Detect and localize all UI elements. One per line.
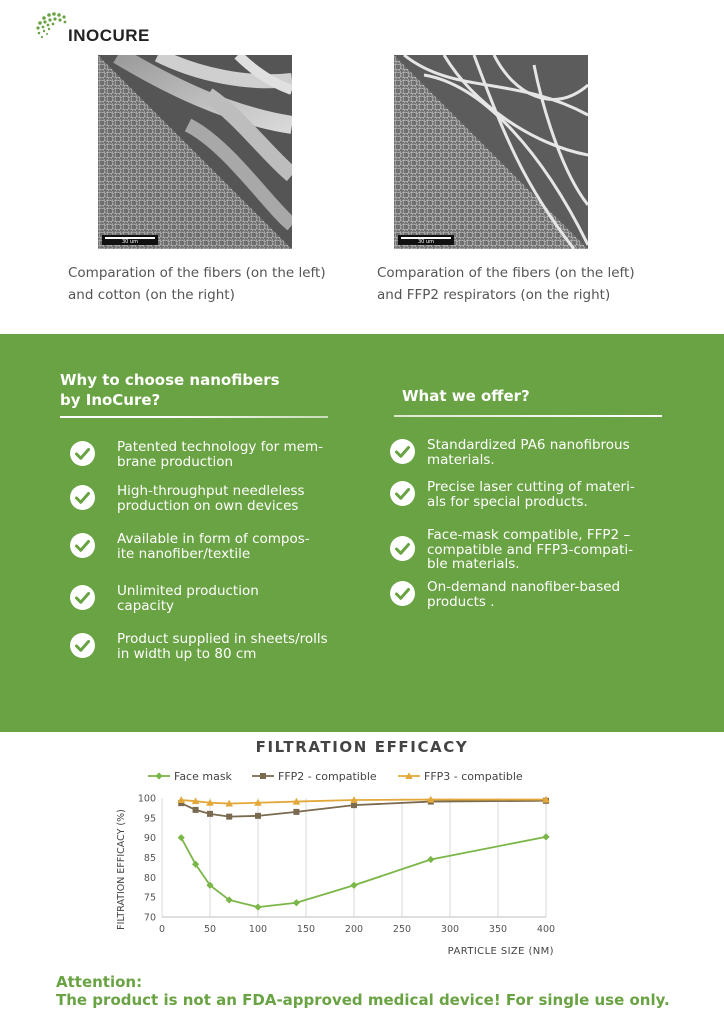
check-icon	[70, 633, 95, 658]
feature-item: On-demand nanofiber-based products .	[427, 579, 621, 610]
check-icon	[70, 585, 95, 610]
x-tick-label: 250	[392, 924, 412, 935]
inocure-logo	[34, 10, 174, 44]
data-point	[207, 811, 213, 817]
check-icon	[70, 533, 95, 558]
x-axis-label: PARTICLE SIZE (NM)	[447, 946, 554, 957]
check-icon	[390, 481, 415, 506]
y-tick-label: 75	[143, 892, 156, 904]
why-underline	[60, 416, 328, 418]
micrograph-ffp2	[394, 55, 588, 249]
scale-bar: 30 um	[102, 235, 158, 245]
data-point	[293, 899, 300, 906]
y-tick-label: 80	[143, 872, 156, 884]
x-tick-label: 400	[536, 924, 556, 935]
y-tick-label: 85	[143, 853, 156, 864]
feature-item: Standardized PA6 nanofibrous materials.	[427, 437, 630, 468]
x-tick-label: 0	[158, 924, 166, 935]
data-point	[293, 809, 299, 815]
x-tick-label: 100	[248, 924, 268, 935]
data-point	[542, 833, 549, 840]
feature-item: Available in form of compos- ite nanofiber/textile	[117, 531, 310, 562]
features-band	[0, 334, 724, 732]
data-point	[427, 856, 434, 863]
why-heading: Why to choose nanofibers by InoCure?	[60, 371, 280, 409]
legend-label: FFP3 - compatible	[424, 770, 523, 783]
feature-item: Face-mask compatible, FFP2 – compatible and FFP3-compati- ble materials.	[427, 527, 634, 572]
data-point	[226, 814, 232, 820]
check-icon	[390, 439, 415, 464]
data-point	[178, 834, 185, 841]
filtration-chart	[0, 760, 724, 965]
legend-marker	[260, 773, 266, 779]
feature-item: Precise laser cutting of materi- als for special products.	[427, 479, 635, 510]
x-tick-label: 300	[440, 924, 460, 935]
micrograph-cotton	[98, 55, 292, 249]
offer-underline	[394, 415, 662, 417]
data-point	[255, 813, 261, 819]
feature-item: Product supplied in sheets/rolls in width up to 80 cm	[117, 631, 328, 662]
y-tick-label: 100	[137, 793, 156, 805]
x-tick-label: 150	[296, 924, 316, 935]
scale-bar: 30 um	[398, 235, 454, 245]
feature-item: High-throughput needleless production on own devices	[117, 483, 305, 514]
y-tick-label: 70	[143, 912, 156, 924]
attention-text: The product is not an FDA-approved medical device! For single use only.	[56, 991, 670, 1009]
caption-cotton: Comparation of the fibers (on the left) and cotton (on the right)	[68, 265, 326, 303]
data-point	[350, 882, 357, 889]
y-tick-label: 90	[143, 833, 156, 845]
legend-marker	[155, 772, 162, 779]
data-point	[193, 807, 199, 813]
data-point	[254, 903, 261, 910]
x-tick-label: 200	[344, 924, 364, 935]
offer-heading: What we offer?	[402, 387, 530, 405]
attention-title: Attention:	[56, 973, 143, 991]
feature-item: Patented technology for mem- brane production	[117, 439, 324, 470]
x-tick-label: 350	[488, 924, 508, 935]
check-icon	[70, 485, 95, 510]
check-icon	[390, 536, 415, 561]
brand-name: INOCURE	[68, 26, 150, 45]
y-axis-label: FILTRATION EFFICACY (%)	[116, 809, 127, 930]
series-line	[181, 837, 546, 907]
legend-label: Face mask	[174, 770, 232, 783]
check-icon	[390, 581, 415, 606]
x-tick-label: 50	[203, 924, 217, 935]
caption-ffp2: Comparation of the fibers (on the left) and FFP2 respirators (on the right)	[377, 265, 635, 303]
legend-label: FFP2 - compatible	[278, 770, 377, 783]
feature-item: Unlimited production capacity	[117, 583, 259, 614]
data-point	[351, 802, 357, 808]
check-icon	[70, 441, 95, 466]
y-tick-label: 95	[143, 813, 156, 825]
chart-title: FILTRATION EFFICACY	[255, 738, 469, 756]
